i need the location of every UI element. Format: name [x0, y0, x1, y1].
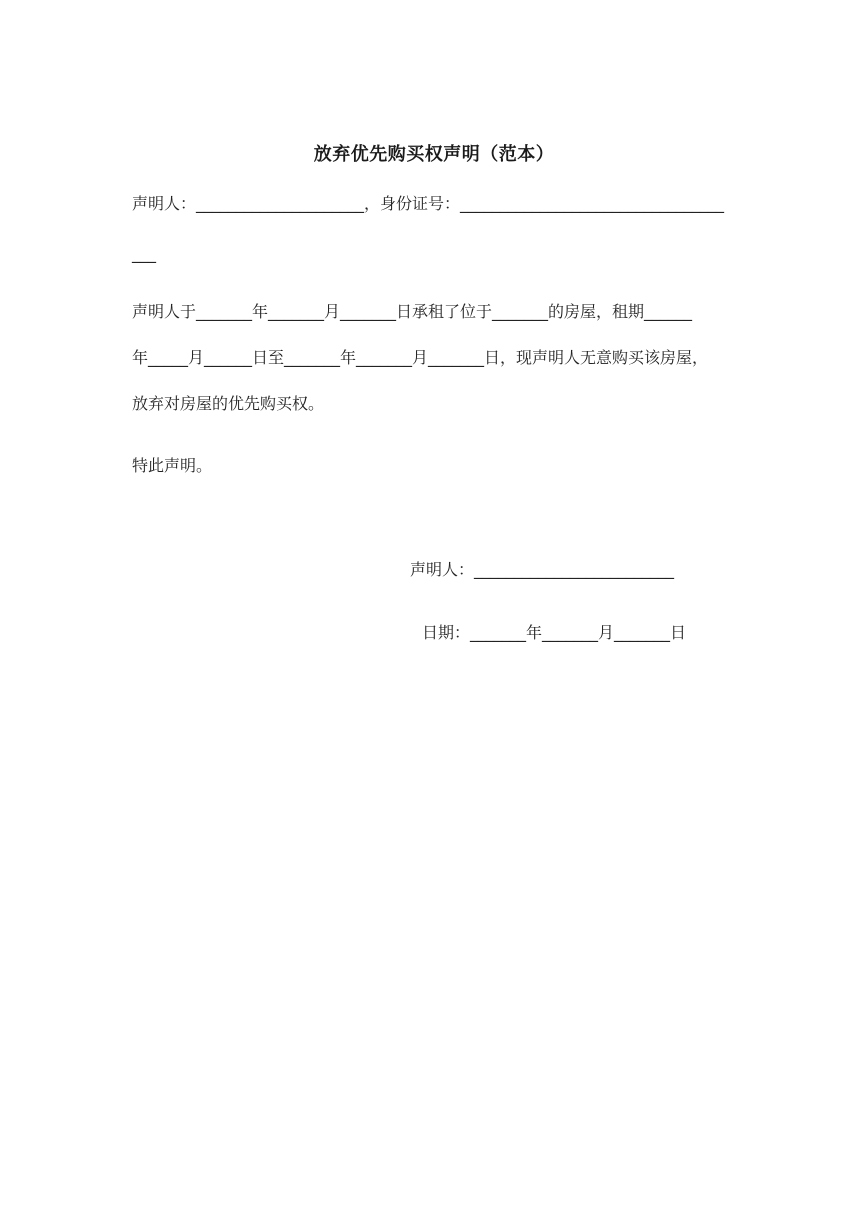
- signature-line: 声明人：_________________________: [410, 560, 675, 579]
- declarant-id-line: 声明人：_____________________，身份证号：_________________________________: [132, 194, 725, 213]
- body-paragraph-line-3: 放弃对房屋的优先购买权。: [132, 394, 325, 413]
- declarant-id-line-continued: ___: [132, 244, 156, 263]
- body-paragraph-line-1: 声明人于_______年_______月_______日承租了位于_______的房屋，租期______: [132, 302, 693, 321]
- body-paragraph-line-2: 年_____月______日至_______年_______月_______日，现声明人无意购买该房屋，: [132, 348, 709, 367]
- date-line: 日期：_______年_______月_______日: [422, 623, 687, 642]
- document-title: 放弃优先购买权声明（范本）: [313, 144, 555, 165]
- closing-statement: 特此声明。: [132, 456, 213, 475]
